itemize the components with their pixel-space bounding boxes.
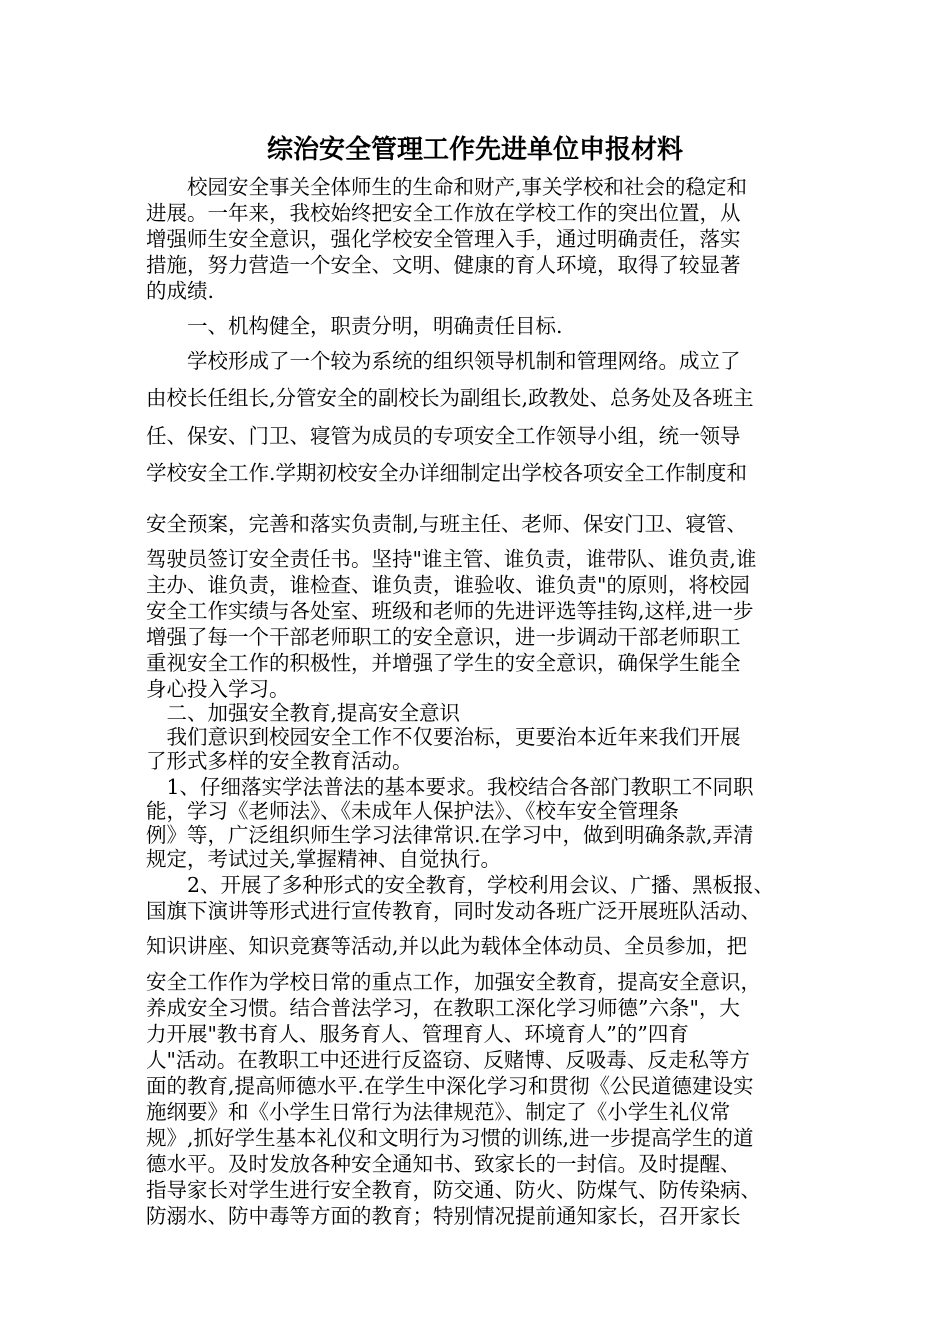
body-line: 增强了每一个干部老师职工的安全意识，进一步调动干部老师职工: [146, 625, 741, 649]
body-line: 国旗下演讲等形式进行宣传教育，同时发动各班广泛开展班队活动、: [146, 899, 761, 923]
body-line: 我们意识到校园安全工作不仅要治标，更要治本近年来我们开展: [146, 725, 741, 749]
body-line: 校园安全事关全体师生的生命和财产,事关学校和社会的稳定和: [146, 175, 748, 199]
body-line: 措施，努力营造一个安全、文明、健康的育人环境，取得了较显著: [146, 253, 741, 277]
body-line: 驾驶员签订安全责任书。坚持"谁主管、谁负责，谁带队、谁负责,谁: [146, 547, 757, 571]
body-line: 主办、谁负责，谁检查、谁负责，谁验收、谁负责"的原则，将校园: [146, 573, 750, 597]
body-line: 防溺水、防中毒等方面的教育；特别情况提前通知家长，召开家长: [146, 1204, 741, 1228]
body-line: 人"活动。在教职工中还进行反盗窃、反赌博、反吸毒、反走私等方: [146, 1048, 750, 1072]
body-line: 重视安全工作的积极性，并增强了学生的安全意识，确保学生能全: [146, 651, 741, 675]
body-line: 2、开展了多种形式的安全教育，学校利用会议、广播、黑板报、: [146, 873, 775, 897]
section-heading: 二、加强安全教育,提高安全意识: [146, 701, 461, 725]
body-line: 养成安全习惯。结合普法学习，在教职工深化学习师德”六条"，大: [146, 996, 740, 1020]
body-line: 1、仔细落实学法普法的基本要求。我校结合各部门教职工不同职: [146, 775, 754, 799]
body-line: 力开展"教书育人、服务育人、管理育人、环境育人”的”四育: [146, 1022, 689, 1046]
body-line: 学校安全工作.学期初校安全办详细制定出学校各项安全工作制度和: [146, 461, 748, 485]
body-line: 进展。一年来，我校始终把安全工作放在学校工作的突出位置，从: [146, 201, 741, 225]
document-title: 综治安全管理工作先进单位申报材料: [266, 135, 683, 165]
body-line: 由校长任组长,分管安全的副校长为副组长,政教处、总务处及各班主: [146, 386, 754, 410]
body-line: 安全预案，完善和落实负责制,与班主任、老师、保安门卫、寝管、: [146, 512, 748, 536]
body-line: 任、保安、门卫、寝管为成员的专项安全工作领导小组，统一领导: [146, 424, 741, 448]
body-line: 身心投入学习。: [146, 677, 290, 701]
body-line: 德水平。及时发放各种安全通知书、致家长的一封信。及时提醒、: [146, 1152, 741, 1176]
body-line: 规》,抓好学生基本礼仪和文明行为习惯的训练,进一步提高学生的道: [146, 1126, 754, 1150]
body-line: 学校形成了一个较为系统的组织领导机制和管理网络。成立了: [146, 349, 741, 373]
body-line: 面的教育,提高师德水平.在学生中深化学习和贯彻《公民道德建设实: [146, 1074, 754, 1098]
body-line: 了形式多样的安全教育活动。: [146, 749, 413, 773]
body-line: 例》等，广泛组织师生学习法律常识.在学习中，做到明确条款,弄清: [146, 823, 754, 847]
body-line: 增强师生安全意识，强化学校安全管理入手，通过明确责任，落实: [146, 227, 741, 251]
body-line: 安全工作作为学校日常的重点工作，加强安全教育，提高安全意识，: [146, 970, 761, 994]
body-line: 的成绩.: [146, 279, 215, 303]
body-line: 指导家长对学生进行安全教育，防交通、防火、防煤气、防传染病、: [146, 1178, 761, 1202]
body-line: 知识讲座、知识竞赛等活动,并以此为载体全体动员、全员参加，把: [146, 934, 748, 958]
body-line: 规定，考试过关,掌握精神、自觉执行。: [146, 847, 502, 871]
section-heading: 一、机构健全，职责分明，明确责任目标.: [146, 314, 563, 338]
body-line: 安全工作实绩与各处室、班级和老师的先进评选等挂钩,这样,进一步: [146, 599, 754, 623]
body-line: 施纲要》和《小学生日常行为法律规范》、制定了《小学生礼仪常: [146, 1100, 731, 1124]
body-line: 能，学习《老师法》、《未成年人保护法》、《校车安全管理条: [146, 799, 679, 823]
